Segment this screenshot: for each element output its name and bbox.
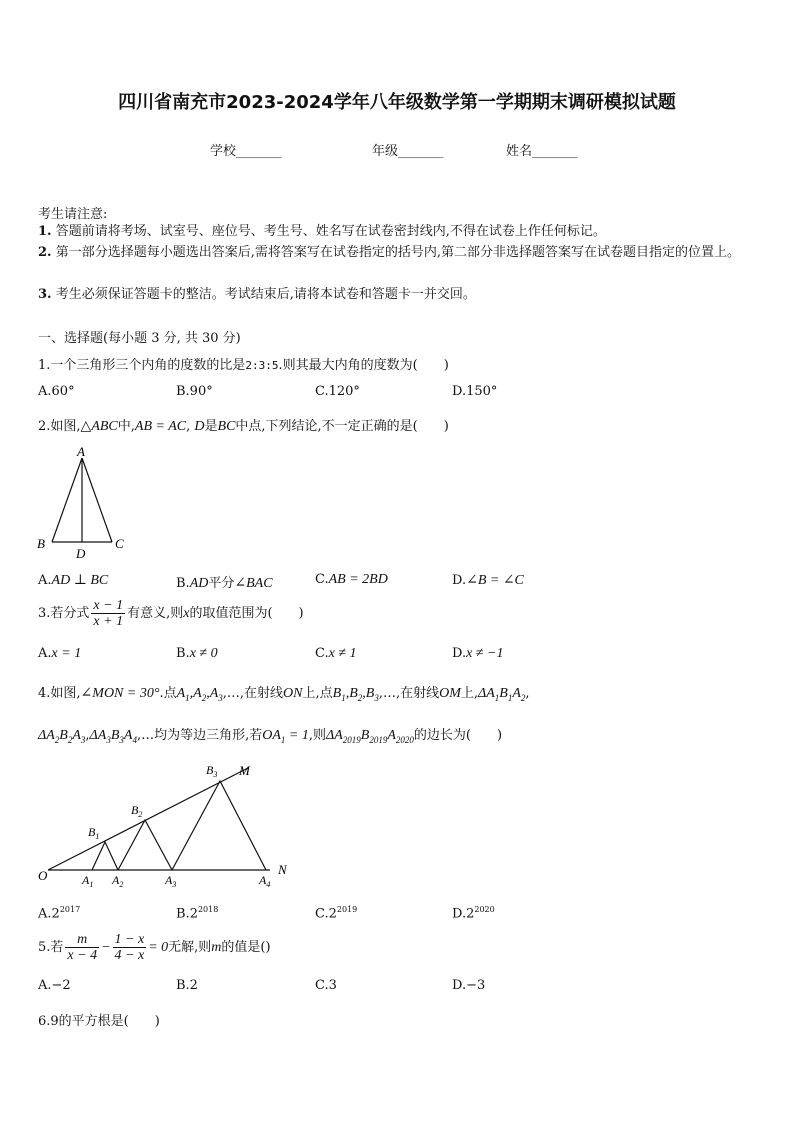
q2-text: 中, xyxy=(117,419,135,434)
option-text: x ≠ 1 xyxy=(328,646,357,661)
option-base: 2 xyxy=(466,906,475,922)
q2-option-b xyxy=(176,572,273,592)
q1-option-d: D.150° xyxy=(452,384,498,399)
note-number: 1. xyxy=(38,224,52,239)
q5-text: 无解,则 xyxy=(168,940,212,955)
q4-angle: ∠MON = 30° xyxy=(80,686,160,701)
question-5 xyxy=(38,932,271,963)
q1-ratio: 2:3:5 xyxy=(245,359,279,372)
q4-ray-on: ON xyxy=(283,686,303,701)
question-4-line-2: $\Delta A_2B_2A_3,\Delta A_3B_3A_4,\dots$均为等边三角形,若$OA_1 = 1$,则$\Delta A_{2019}B_{2019}A_{2020}$的边长为( ) xyxy=(38,728,503,745)
option-exponent: 2018 xyxy=(197,905,219,914)
option-text: AD ⊥ BC xyxy=(51,573,109,588)
page-title: 四川省南充市2023-2024学年八年级数学第一学期期末调研模拟试题 xyxy=(118,92,676,113)
q4-label-o: O xyxy=(38,868,48,883)
option-base: 2 xyxy=(189,906,198,922)
note-item xyxy=(38,221,760,242)
option-letter: A. xyxy=(38,906,52,922)
option-letter: D. xyxy=(452,573,467,588)
q4-triangle-3: $\Delta A_3B_3A_4$ xyxy=(89,728,137,745)
fraction-denominator: x − 4 xyxy=(67,948,98,963)
option-text: ∠BAC xyxy=(234,576,273,591)
q4-label-a2: $A_2$ xyxy=(112,873,124,889)
q5-option-a: A.−2 xyxy=(38,978,71,993)
question-1 xyxy=(38,354,449,373)
q4-label-b1: $B_1$ xyxy=(88,825,100,841)
q3-option-c xyxy=(315,646,357,662)
q1-prefix: 1.一个三角形三个内角的度数的比是 xyxy=(38,358,246,373)
q2-text: , xyxy=(186,419,191,434)
q2-figure xyxy=(34,444,134,562)
q2-label-a: A xyxy=(77,444,85,459)
q1-option-a: A.60° xyxy=(38,384,75,399)
option-text: x ≠ 0 xyxy=(189,646,218,661)
q4-option-c xyxy=(315,905,357,921)
q1-option-b: B.90° xyxy=(176,384,213,399)
q4-text: ,则 xyxy=(308,728,326,743)
q4-label-a1: $A_1$ xyxy=(82,873,94,889)
note-number: 2. xyxy=(38,245,52,260)
q2-option-c xyxy=(315,572,388,588)
q2-option-a xyxy=(38,572,108,589)
option-letter: C. xyxy=(315,646,329,661)
option-exponent: 2020 xyxy=(474,905,495,914)
option-exponent: 2017 xyxy=(59,905,81,914)
option-base: 2 xyxy=(51,906,60,922)
q5-prefix: 5.若 xyxy=(38,940,64,955)
q4-text: 上,点 xyxy=(302,686,333,701)
q3-option-a xyxy=(38,646,81,662)
q3-text: 有意义,则 xyxy=(127,606,184,621)
option-letter: A. xyxy=(38,573,52,588)
note-text: 第一部分选择题每小题选出答案后,需将答案写在试卷指定的括号内,第二部分非选择题答案写在试卷题目指定的位置上。 xyxy=(55,245,740,260)
q5-option-c: C.3 xyxy=(315,978,337,993)
school-field: 学校_______ xyxy=(210,144,282,159)
fraction-denominator: 4 − x xyxy=(114,948,145,963)
q4-text: 的边长为( ) xyxy=(413,728,503,743)
q5-suffix: 的值是() xyxy=(221,940,271,955)
option-letter: A. xyxy=(38,646,52,661)
q4-label-n: N xyxy=(278,862,287,877)
q1-suffix: .则其最大内角的度数为( ) xyxy=(278,358,449,373)
option-base: 2 xyxy=(328,906,337,922)
option-letter: B. xyxy=(176,646,190,661)
q5-fraction-2 xyxy=(113,932,147,963)
q2-label-d: D xyxy=(76,546,86,561)
question-6: 6.9的平方根是( ) xyxy=(38,1014,160,1029)
q4-option-b xyxy=(176,905,218,921)
q2-label-b: B xyxy=(37,536,45,551)
option-letter: C. xyxy=(315,906,329,922)
q2-point-d: D xyxy=(194,419,205,434)
q2-triangle: △ABC xyxy=(80,419,118,434)
note-text: 考生必须保证答题卡的整洁。考试结束后,请将本试卷和答题卡一并交回。 xyxy=(55,287,476,302)
q4-label-b3: $B_3$ xyxy=(206,763,218,779)
option-text: x ≠ −1 xyxy=(466,646,504,661)
q3-prefix: 3.若分式 xyxy=(38,606,90,621)
q4-text: ,…,在射线 xyxy=(378,686,440,701)
q4-option-a xyxy=(38,905,80,921)
q4-text: .点 xyxy=(159,686,177,701)
q2-prefix: 2.如图, xyxy=(38,419,81,434)
option-text: AD xyxy=(189,576,209,591)
q3-option-b xyxy=(176,646,218,662)
q2-text: 是 xyxy=(204,419,218,434)
q4-ray-om: OM xyxy=(439,686,461,701)
q4-oa1-value: = 1 xyxy=(285,728,309,743)
q4-triangle-1: $\Delta A_1B_1A_2$ xyxy=(478,686,526,703)
note-item xyxy=(38,284,760,305)
question-3 xyxy=(38,598,304,629)
note-text: 答题前请将考场、试室号、座位号、考生号、姓名写在试卷密封线内,不得在试卷上作任何标记。 xyxy=(55,224,606,239)
q4-oa1: $OA_1 = 1$ xyxy=(262,728,309,745)
q4-text: 上, xyxy=(460,686,478,701)
q4-text: ,…均为等边三角形,若 xyxy=(136,728,263,743)
q4-text: 4.如图, xyxy=(38,686,81,701)
q5-fraction-1 xyxy=(65,932,99,963)
option-text: 平分 xyxy=(208,576,235,591)
q4-label-a4: $A_4$ xyxy=(259,873,271,889)
option-text: AB = 2BD xyxy=(328,572,388,587)
option-letter: B. xyxy=(176,576,190,591)
q2-equation: AB = AC xyxy=(134,419,187,434)
q4-target-triangle: $\Delta A_{2019}B_{2019}A_{2020}$ xyxy=(325,728,414,745)
fraction-denominator: x + 1 xyxy=(93,614,124,629)
q2-label-c: C xyxy=(115,536,124,551)
q4-triangle-2: $\Delta A_2B_2A_3$ xyxy=(38,728,86,745)
q4-text: ,…,在射线 xyxy=(222,686,284,701)
q4-points-b: $B_1,B_2,B_3$ xyxy=(332,686,379,703)
q4-figure xyxy=(34,758,304,890)
name-field: 姓名_______ xyxy=(506,144,578,159)
fraction-numerator: x − 1 xyxy=(93,598,124,613)
note-item xyxy=(38,242,760,263)
notes-heading: 考生请注意: xyxy=(38,207,108,222)
q4-points-a: $A_1,A_2,A_3$ xyxy=(176,686,223,703)
q5-variable: m xyxy=(211,940,222,955)
q5-minus: − xyxy=(101,940,111,955)
q4-oa1-label: OA xyxy=(262,728,281,743)
fraction-numerator: 1 − x xyxy=(114,932,145,947)
q3-variable: x xyxy=(183,606,190,621)
q5-equals-zero: = 0 xyxy=(148,940,169,955)
option-text: x = 1 xyxy=(51,646,82,661)
q1-option-c: C.120° xyxy=(315,384,360,399)
q2-suffix: 中点,下列结论,不一定正确的是( ) xyxy=(235,419,449,434)
q4-label-a3: $A_3$ xyxy=(165,873,177,889)
q2-segment-bc: BC xyxy=(217,419,236,434)
option-text: ∠B = ∠C xyxy=(466,573,524,588)
section-title: 一、选择题(每小题 3 分, 共 30 分) xyxy=(38,331,241,346)
option-exponent: 2019 xyxy=(336,905,358,914)
q2-option-d xyxy=(452,572,524,589)
grade-field: 年级_______ xyxy=(372,144,444,159)
fraction-numerator: m xyxy=(65,932,99,948)
option-letter: B. xyxy=(176,906,190,922)
question-2 xyxy=(38,415,449,435)
q4-label-m: M xyxy=(239,763,250,778)
note-number: 3. xyxy=(38,287,52,302)
q4-option-d xyxy=(452,905,495,921)
q3-fraction xyxy=(91,598,125,629)
question-4-line-1: 4.如图,∠MON = 30°.点$A_1,A_2,A_3,\dots$,在射线ON上,点$B_1,B_2,B_3,\dots$,在射线OM上$,\Delta A_1B_1A_2$, xyxy=(38,686,530,703)
q5-option-b: B.2 xyxy=(176,978,198,993)
option-letter: D. xyxy=(452,906,467,922)
q3-option-d xyxy=(452,646,503,662)
q5-option-d: D.−3 xyxy=(452,978,486,993)
option-letter: C. xyxy=(315,572,329,587)
option-letter: D. xyxy=(452,646,467,661)
q3-suffix: 的取值范围为( ) xyxy=(189,606,304,621)
q4-label-b2: $B_2$ xyxy=(131,803,143,819)
